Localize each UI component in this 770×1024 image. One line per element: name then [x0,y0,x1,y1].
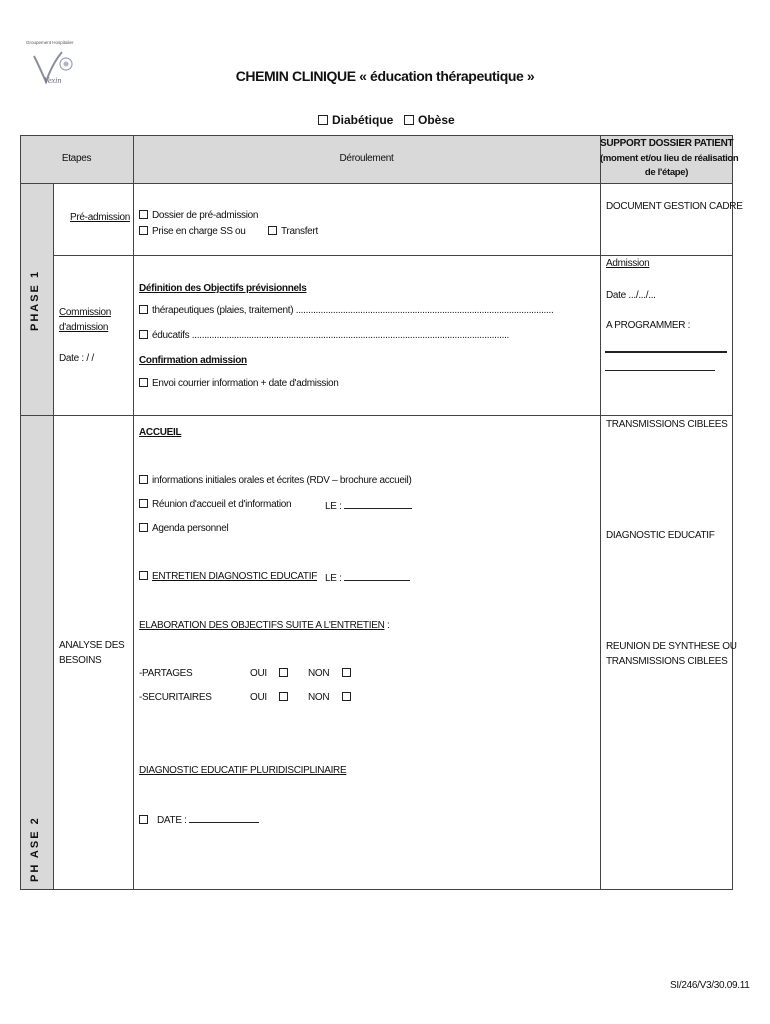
header-deroulement: Déroulement [339,153,394,164]
etape-analyse-besoins-line2: BESOINS [59,655,102,666]
checkbox-diabetique[interactable] [318,113,393,127]
checkbox-label: Envoi courrier information + date d'admission [152,378,339,389]
checkbox-label: Transfert [281,226,318,237]
blank-line [189,813,259,823]
definition-objectifs: Définition des Objectifs prévisionnels [139,283,307,294]
date-label: DATE : [156,815,187,826]
checkbox-obese[interactable] [404,113,455,127]
checkbox-informations-initiales[interactable] [139,475,412,487]
header-support-sub: (moment et/ou lieu de réalisation [600,153,739,164]
checkbox-label: Prise en charge SS [152,226,233,237]
support-date: Date .../.../... [606,290,656,301]
checkbox-educatifs[interactable] [139,330,509,342]
securitaires-non[interactable] [308,692,355,704]
checkbox-agenda-personnel[interactable] [139,523,228,535]
support-reunion-synthese-line2: TRANSMISSIONS CIBLEES [606,656,728,667]
support-diagnostic-educatif: DIAGNOSTIC EDUCATIF [606,530,715,541]
divider [20,415,733,416]
checkbox-icon [139,499,148,508]
support-transmissions-ciblees: TRANSMISSIONS CIBLEES [606,419,728,430]
phase-2-label: PH ASE 2 [29,816,41,882]
divider [20,183,733,184]
checkbox-icon [279,668,288,677]
le-label: LE : [325,501,342,512]
checkbox-label: Réunion d'accueil et d'information [152,499,292,510]
checkbox-icon [279,692,288,701]
divider [600,135,601,890]
elaboration-label: ELABORATION DES OBJECTIFS SUITE A L'ENTRETIEN [139,620,385,631]
checkbox-obese-label: Obèse [418,113,455,127]
checkbox-icon [139,571,148,580]
checkbox-diabetique-label: Diabétique [332,113,394,127]
divider [53,255,733,256]
etape-commission-line2: d'admission [59,322,109,333]
checkbox-therapeutiques[interactable] [139,305,553,317]
checkbox-label: Agenda personnel [152,523,229,534]
checkbox-label: éducatifs ................................................................................................................................ [152,330,510,341]
partages-label: -PARTAGES [139,668,193,679]
page-title: CHEMIN CLINIQUE « éducation thérapeutique » [235,68,535,84]
checkbox-icon [139,226,148,235]
securitaires-label: -SECURITAIRES [139,692,212,703]
header-support: SUPPORT DOSSIER PATIENT [600,138,734,149]
checkbox-icon [139,305,148,314]
non-label: NON [308,692,330,703]
line-programmer-2 [605,370,715,371]
header-etapes: Etapes [61,153,92,164]
partages-oui[interactable] [250,668,292,680]
diagnostic-pluridisciplinaire: DIAGNOSTIC EDUCATIF PLURIDISCIPLINAIRE [139,765,347,776]
securitaires-oui[interactable] [250,692,292,704]
oui-label: OUI [250,692,267,703]
checkbox-envoi-courrier[interactable] [139,378,339,390]
divider [133,135,134,890]
logo-name: Vexin [44,76,62,85]
checkbox-entretien-diagnostic[interactable] [139,571,317,583]
support-reunion-synthese: REUNION DE SYNTHESE OU [606,641,737,652]
le-label: LE : [325,573,342,584]
checkbox-icon [139,475,148,484]
checkbox-icon [139,378,148,387]
checkbox-label: informations initiales orales et écrites (RDV – brochure accueil) [152,475,412,486]
support-document-gestion-cadre: DOCUMENT GESTION CADRE [606,201,743,212]
date-field[interactable] [139,813,259,827]
checkbox-icon [342,692,351,701]
etape-commission: Commission [59,307,112,318]
checkbox-label: ENTRETIEN DIAGNOSTIC EDUCATIF [152,571,318,582]
divider [53,183,54,890]
checkbox-icon [139,330,148,339]
checkbox-reunion-accueil[interactable] [139,499,291,511]
partages-non[interactable] [308,668,355,680]
support-admission: Admission [606,258,650,269]
reunion-date-field[interactable] [325,499,412,513]
blank-line [344,499,412,509]
oui-label: OUI [250,668,267,679]
elaboration-colon: : [386,620,390,631]
document-reference: SI/246/V3/30.09.11 [670,980,750,991]
checkbox-icon [268,226,277,235]
checkbox-icon [318,115,328,125]
checkbox-icon [139,523,148,532]
checkbox-icon [139,815,148,824]
accueil-heading: ACCUEIL [139,427,182,438]
checkbox-transfert[interactable] [268,226,318,238]
checkbox-prise-en-charge[interactable] [139,226,233,238]
checkbox-icon [139,210,148,219]
logo-small-text: Groupement Hospitalier [26,40,74,45]
commission-date: Date : / / [59,353,94,364]
entretien-date-field[interactable] [325,571,410,585]
checkbox-icon [342,668,351,677]
non-label: NON [308,668,330,679]
checkbox-label: thérapeutiques (plaies, traitement) ........................................................................................................ [152,305,554,316]
header-support-sub2: de l'étape) [644,167,689,178]
checkbox-dossier-preadmission[interactable] [139,210,258,222]
confirmation-admission: Confirmation admission [139,355,247,366]
support-a-programmer: A PROGRAMMER : [606,320,691,331]
ou-text: ou [235,226,246,237]
elaboration-objectifs [139,620,389,632]
phase-1-label: PHASE 1 [29,269,41,331]
line-programmer-1 [605,351,727,353]
etape-analyse-besoins: ANALYSE DES [59,640,125,651]
blank-line [344,571,410,581]
checkbox-label: Dossier de pré-admission [152,210,259,221]
etape-preadmission: Pré-admission [70,212,131,223]
checkbox-icon [404,115,414,125]
